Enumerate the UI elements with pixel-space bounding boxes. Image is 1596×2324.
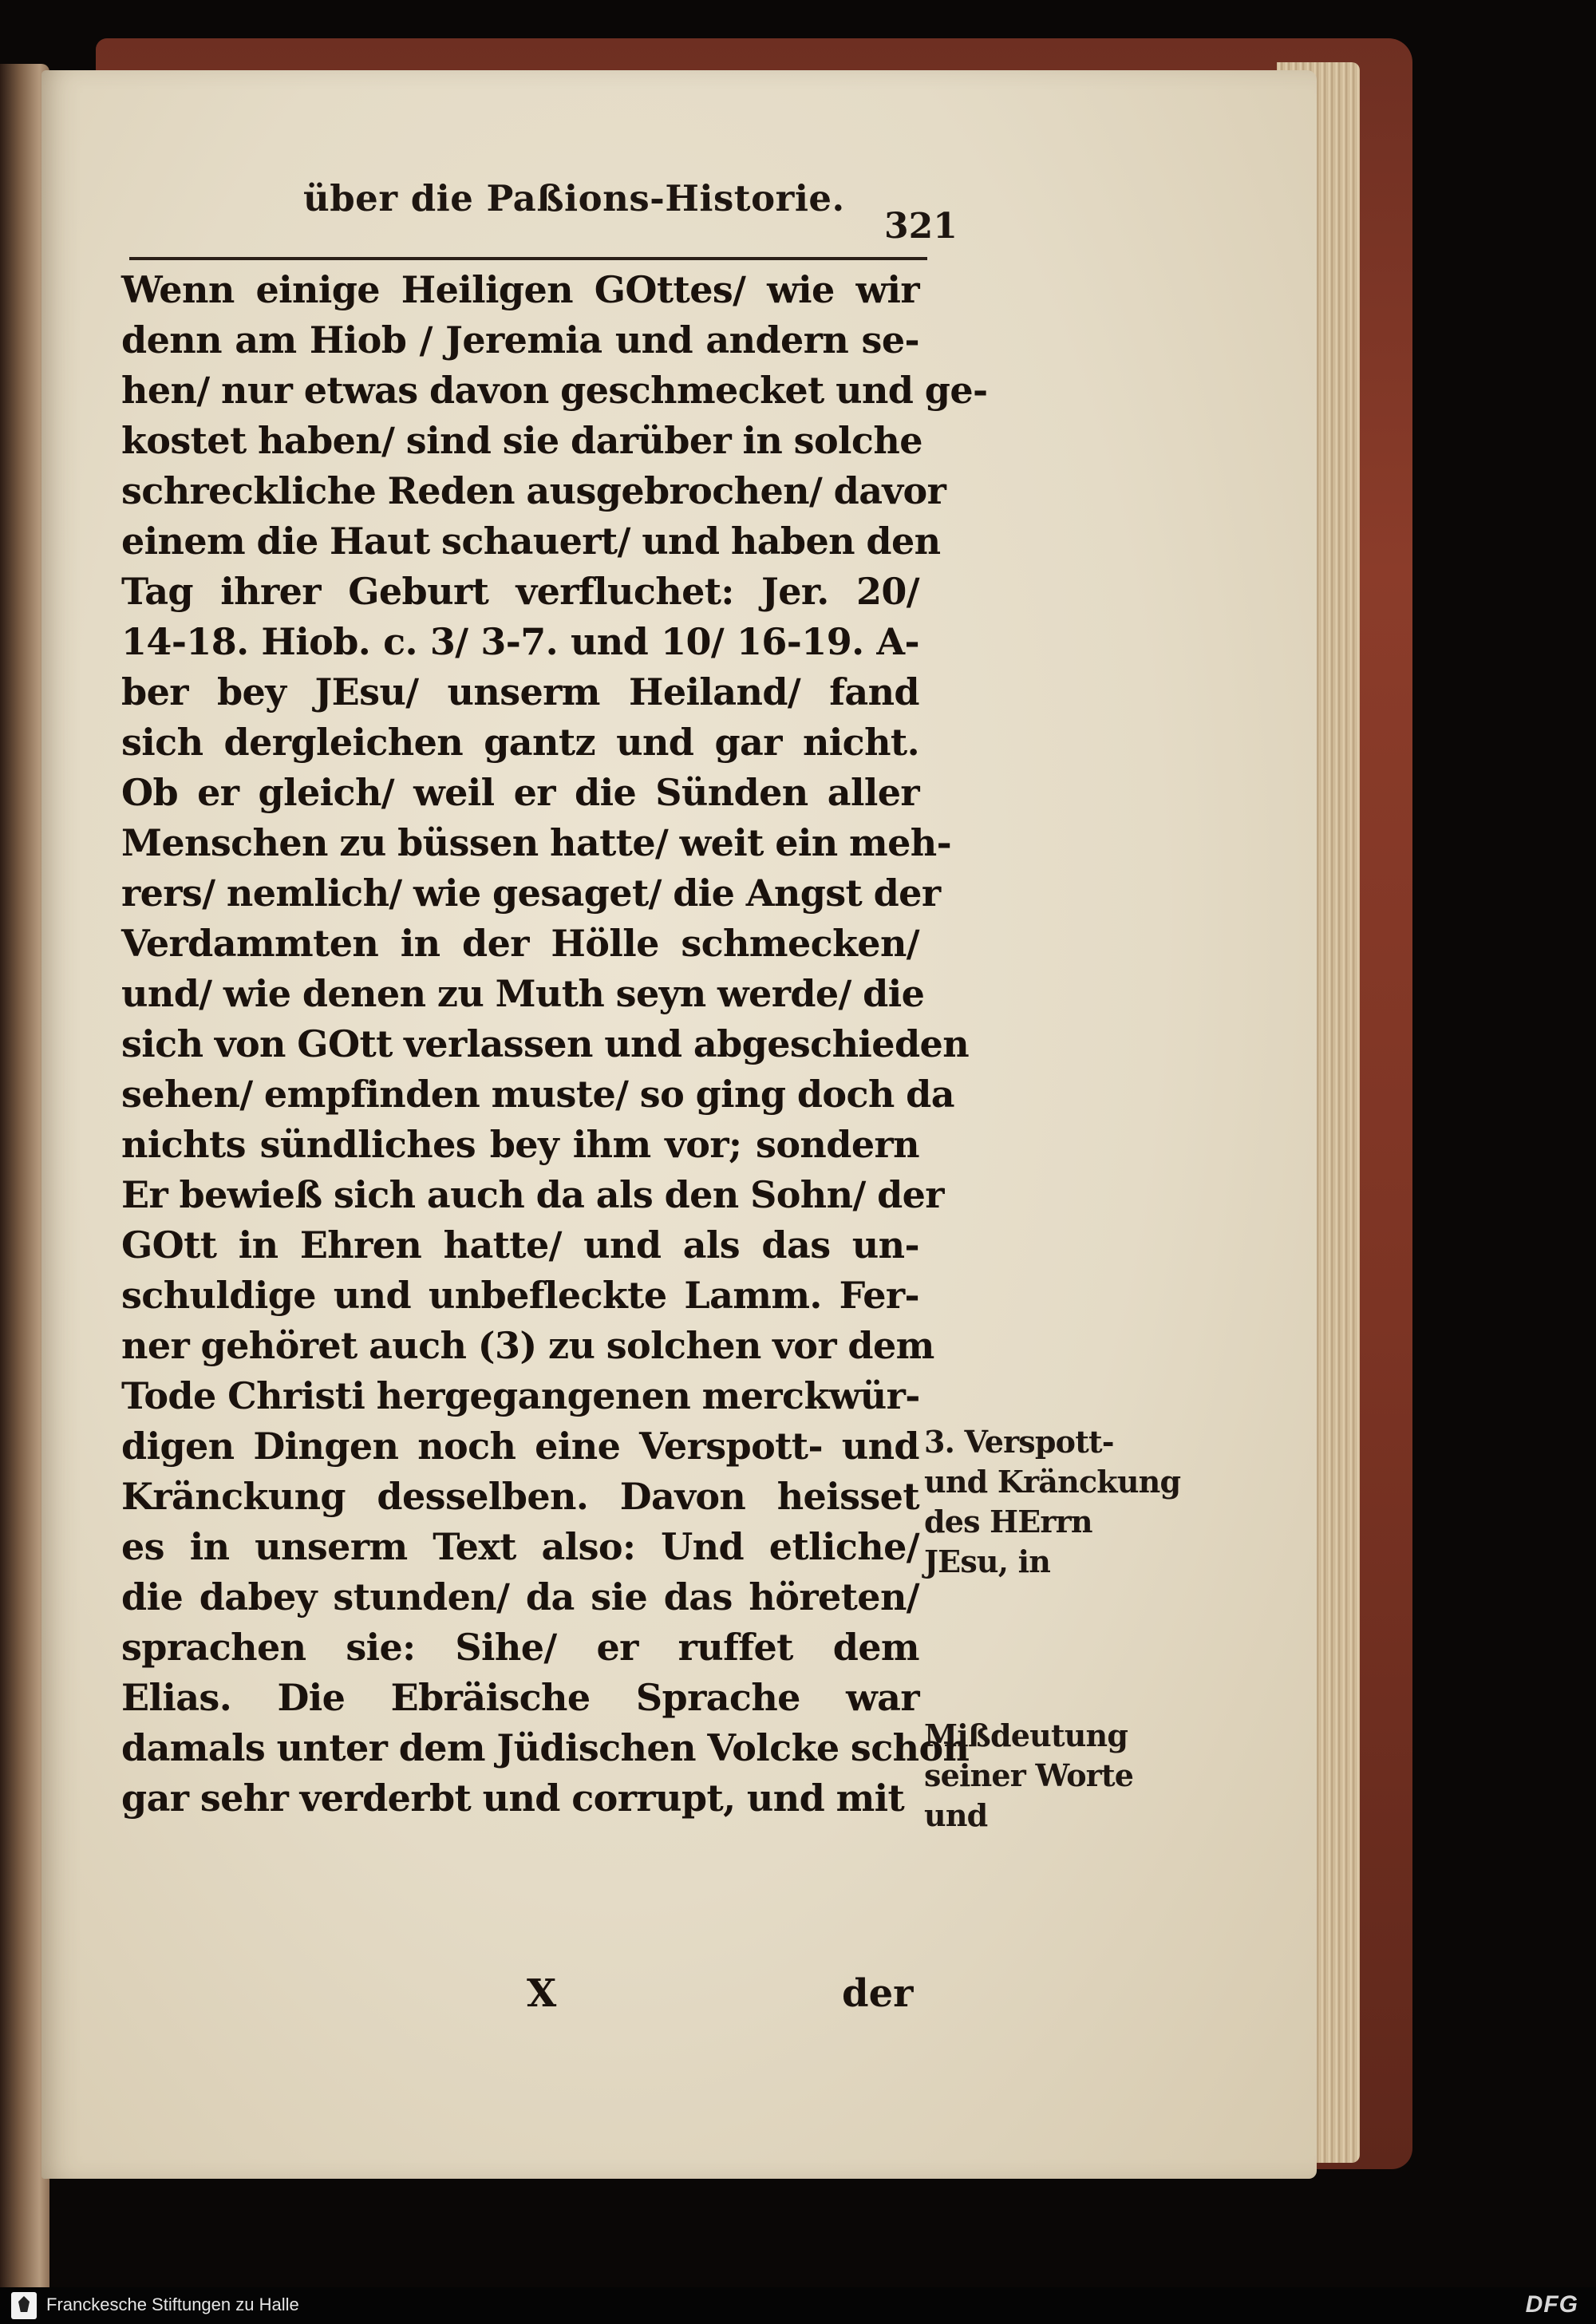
text-line: einem die Haut schauert/ und haben den — [121, 520, 941, 563]
text-line: ber bey JEsu/ unserm Heiland/ fand — [121, 670, 919, 713]
text-line: es in unserm Text also: Und etliche/ — [121, 1525, 919, 1568]
text-line: nichts sündliches bey ihm vor; sondern — [121, 1123, 919, 1166]
text-line: 14-18. Hiob. c. 3/ 3-7. und 10/ 16-19. A- — [121, 620, 919, 663]
footer-label: Franckesche Stiftungen zu Halle — [46, 2294, 299, 2314]
catchword: der — [842, 1971, 914, 2016]
text-line: sich dergleichen gantz und gar nicht. — [121, 721, 919, 764]
text-line: Elias. Die Ebräische Sprache war — [121, 1676, 919, 1719]
margin-note-line: JEsu, in — [924, 1543, 1051, 1579]
margin-note-line: und Kränckung — [924, 1464, 1181, 1500]
text-line: rers/ nemlich/ wie gesaget/ die Angst der — [121, 872, 941, 915]
dfg-logo: DFG — [1525, 2291, 1578, 2318]
text-line: Er bewieß sich auch da als den Sohn/ der — [121, 1173, 944, 1216]
text-line: schuldige und unbefleckte Lamm. Fer- — [121, 1274, 919, 1317]
text-line: damals unter dem Jüdischen Volcke schon — [121, 1726, 970, 1769]
text-line: Kränckung desselben. Davon heisset — [121, 1475, 919, 1518]
margin-note-line: des HErrn — [924, 1504, 1092, 1539]
text-line: Tag ihrer Geburt verfluchet: Jer. 20/ — [121, 570, 919, 613]
text-line: kostet haben/ sind sie darüber in solche — [121, 419, 922, 462]
page-number: 321 — [884, 206, 958, 247]
text-line: sehen/ empfinden muste/ so ging doch da — [121, 1073, 954, 1116]
text-line: gar sehr verderbt und corrupt, und mit — [121, 1777, 905, 1820]
text-line: und/ wie denen zu Muth seyn werde/ die — [121, 972, 925, 1015]
margin-note-line: 3. Verspott- — [924, 1424, 1114, 1460]
margin-note-line: Mißdeutung — [924, 1717, 1128, 1753]
margin-note-line: und — [924, 1797, 988, 1833]
text-line: digen Dingen noch eine Verspott- und — [121, 1425, 919, 1468]
margin-note — [924, 1716, 1133, 1836]
text-line: sprachen sie: Sihe/ er ruffet dem — [121, 1626, 919, 1669]
signature-mark: X — [527, 1971, 557, 2016]
running-head: über die Paßions-Historie. — [303, 177, 845, 219]
text-line: Verdammten in der Hölle schmecken/ — [121, 922, 919, 965]
text-line: Tode Christi hergegangenen merckwür- — [121, 1374, 920, 1417]
text-line: sich von GOtt verlassen und abgeschieden — [121, 1022, 970, 1065]
margin-note — [924, 1422, 1180, 1582]
margin-note-line: seiner Worte — [924, 1757, 1134, 1793]
text-line: hen/ nur etwas davon geschmecket und ge- — [121, 369, 988, 412]
foundation-logo-icon — [11, 2292, 37, 2319]
text-line: die dabey stunden/ da sie das höreten/ — [121, 1575, 919, 1618]
text-line: denn am Hiob / Jeremia und andern se- — [121, 318, 919, 362]
text-line: Menschen zu büssen hatte/ weit ein meh- — [121, 821, 952, 864]
text-line: ner gehöret auch (3) zu solchen vor dem — [121, 1324, 934, 1367]
header-rule — [129, 257, 927, 260]
text-line: Ob er gleich/ weil er die Sünden aller — [121, 771, 919, 814]
viewer-footer — [0, 2287, 1596, 2324]
text-line: Wenn einige Heiligen GOttes/ wie wir — [121, 268, 919, 311]
text-line: GOtt in Ehren hatte/ und als das un- — [121, 1223, 919, 1267]
text-line: schreckliche Reden ausgebrochen/ davor — [121, 469, 946, 512]
